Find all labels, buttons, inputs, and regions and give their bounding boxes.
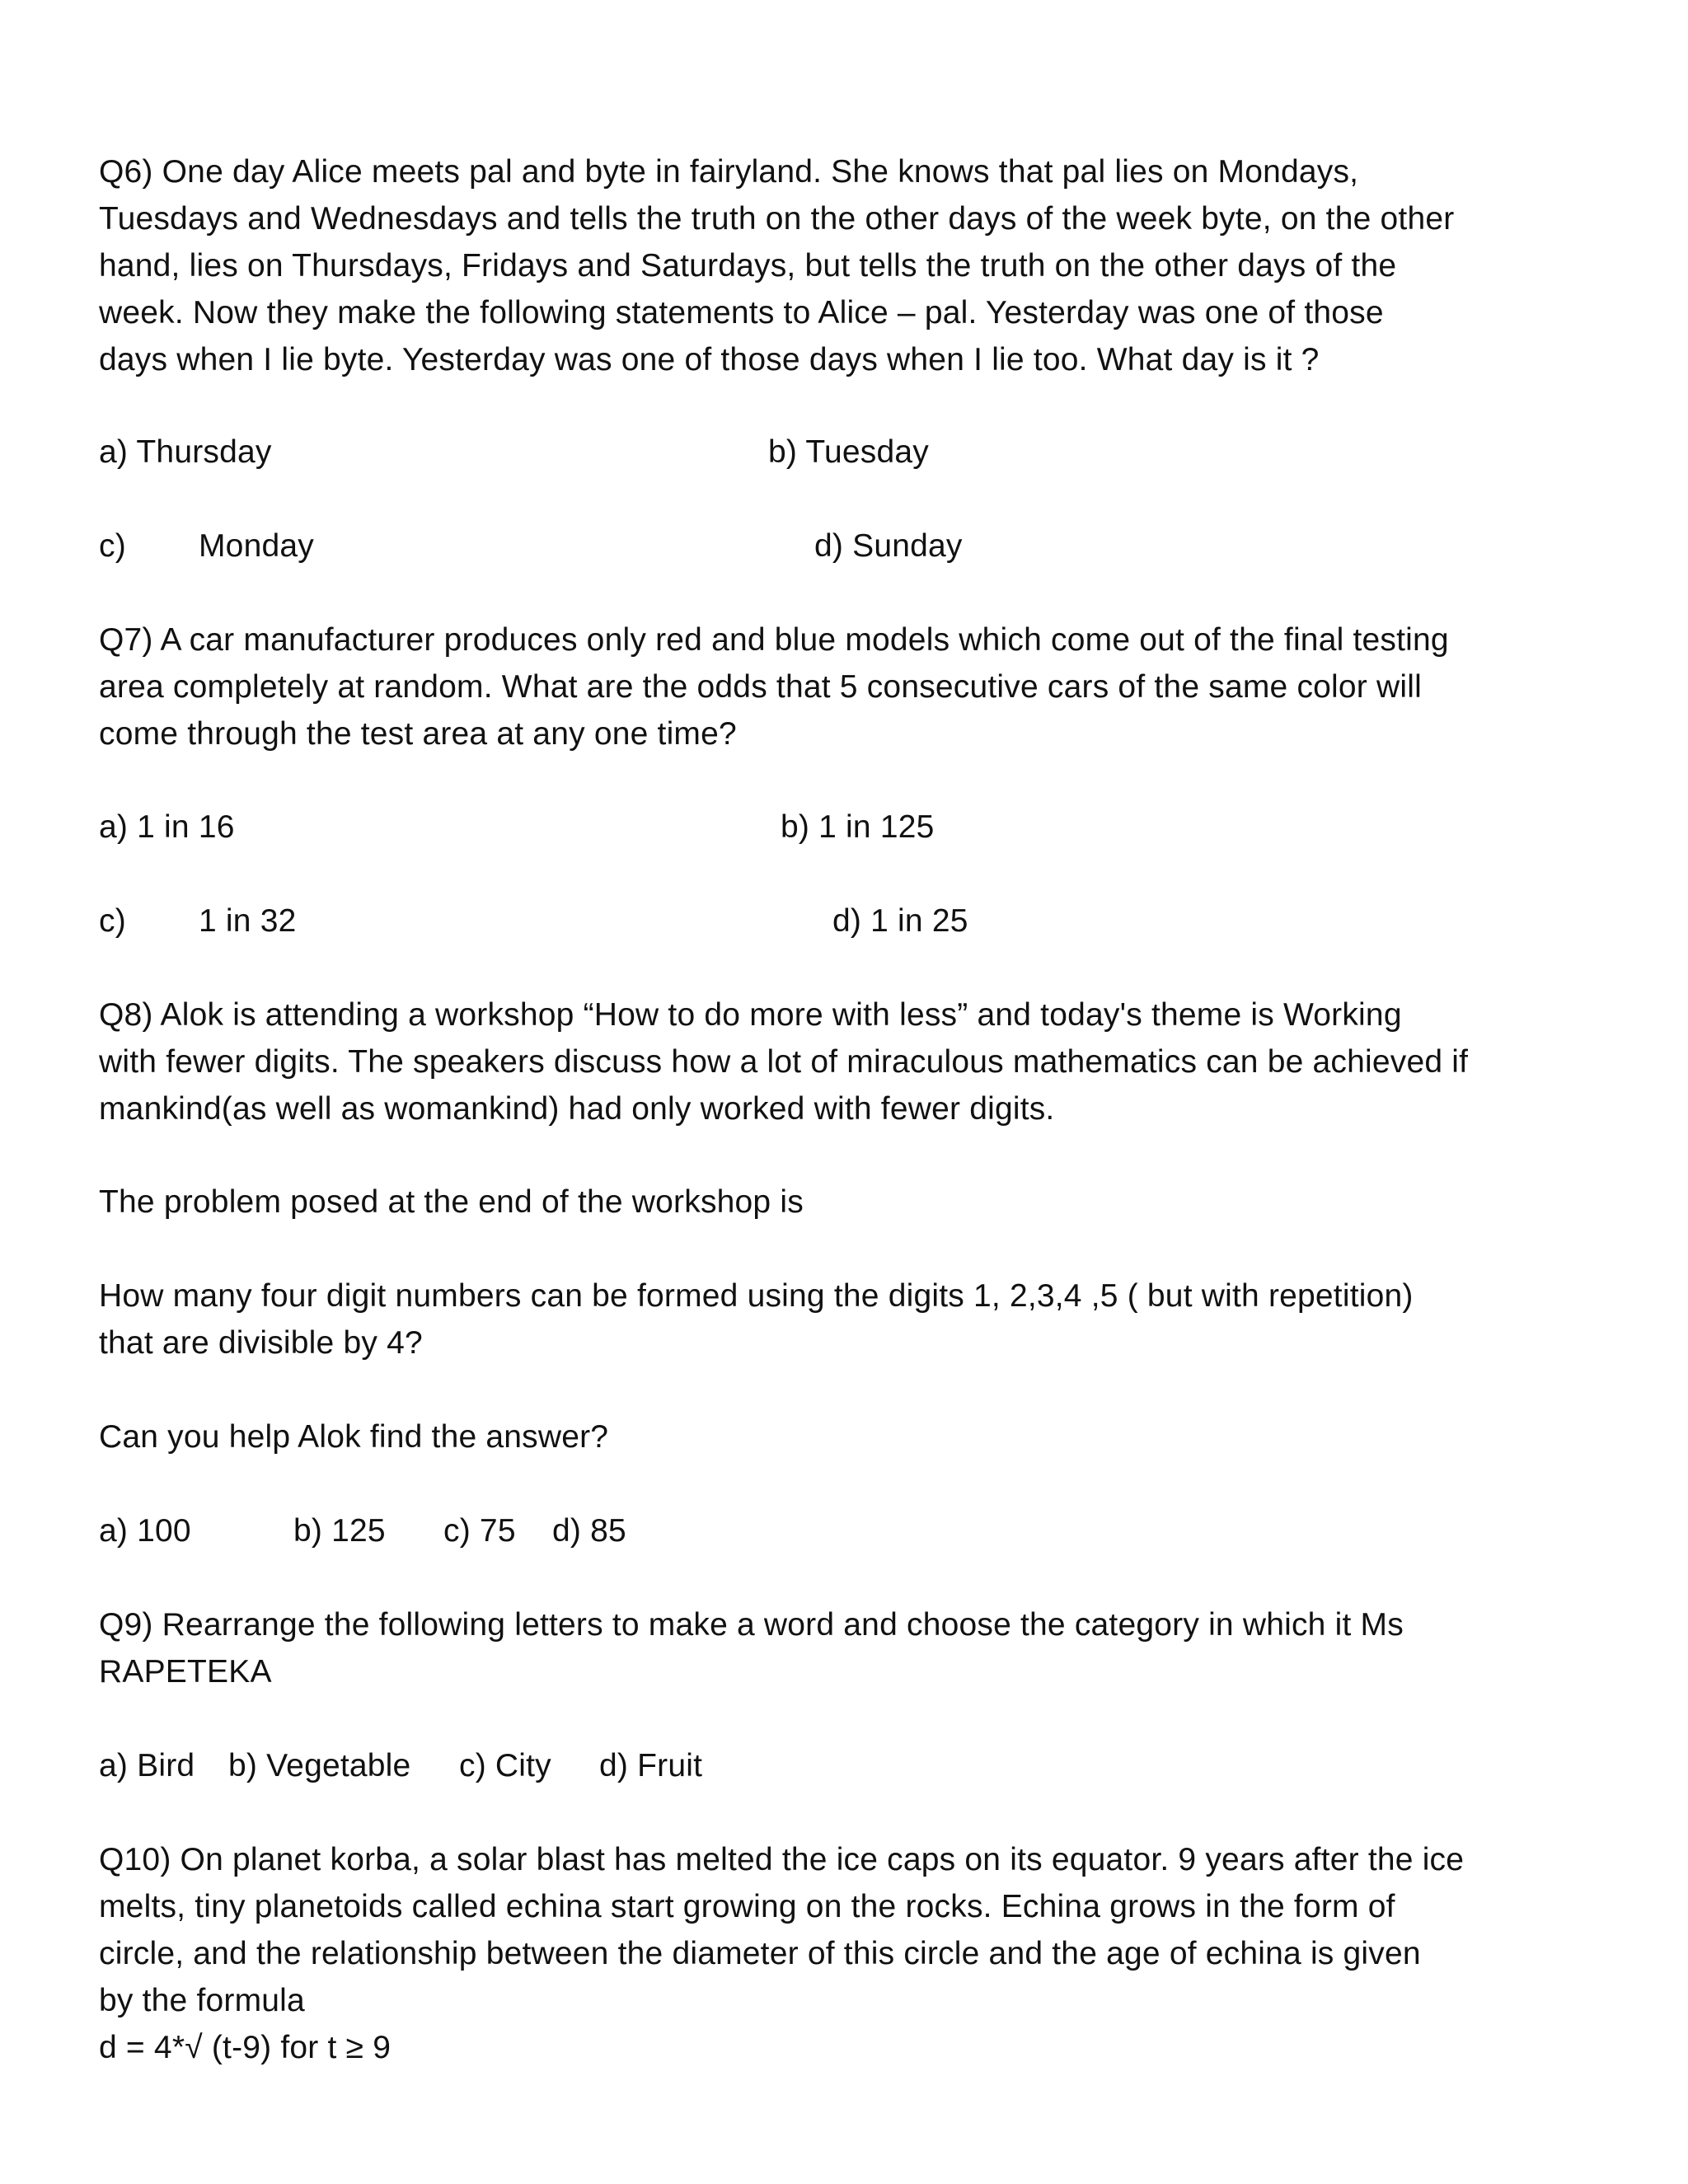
q8-option-b: b) 125	[293, 1513, 386, 1549]
q9-options-row	[99, 1742, 1607, 1792]
q6-line-1: Q6) One day Alice meets pal and byte in fairyland. She knows that pal lies on Mondays,	[99, 154, 1359, 190]
q7-option-d: d) 1 in 25	[832, 903, 968, 939]
q6-line-2: Tuesdays and Wednesdays and tells the truth on the other days of the week byte, on the other	[99, 201, 1455, 237]
question-7	[99, 616, 1607, 757]
q10-formula: d = 4*√ (t-9) for t ≥ 9	[99, 2030, 392, 2065]
q8-help-text: Can you help Alok find the answer?	[99, 1419, 609, 1455]
q9-option-c: c) City	[459, 1748, 551, 1783]
q8-line-2: with fewer digits. The speakers discuss how a lot of miraculous mathematics can be achieved if	[99, 1044, 1469, 1080]
q7-option-b: b) 1 in 125	[781, 809, 935, 845]
q6-options-row-2	[99, 523, 1607, 572]
q9-option-d: d) Fruit	[599, 1748, 703, 1783]
q8-question-line-1: How many four digit numbers can be formed using the digits 1, 2,3,4 ,5 ( but with repetition)	[99, 1278, 1414, 1314]
q6-option-a: a) Thursday	[99, 434, 272, 470]
q8-line-1: Q8) Alok is attending a workshop “How to do more with less” and today's theme is Working	[99, 997, 1402, 1033]
q8-problem-intro	[99, 1179, 1607, 1226]
q8-line-3: mankind(as well as womankind) had only worked with fewer digits.	[99, 1091, 1055, 1127]
q8-options-row	[99, 1507, 1607, 1557]
q8-option-a: a) 100	[99, 1513, 191, 1549]
question-6	[99, 148, 1607, 383]
question-10	[99, 1836, 1607, 2071]
q10-line-2: melts, tiny planetoids called echina start growing on the rocks. Echina grows in the form of	[99, 1889, 1395, 1924]
q7-line-2: area completely at random. What are the odds that 5 consecutive cars of the same color will	[99, 669, 1422, 705]
q6-option-c-text: Monday	[199, 528, 314, 564]
q7-line-3: come through the test area at any one time?	[99, 716, 737, 752]
q8-question-line-2: that are divisible by 4?	[99, 1325, 423, 1361]
q6-line-5: days when I lie byte. Yesterday was one of those days when I lie too. What day is it ?	[99, 342, 1320, 377]
q8-option-d: d) 85	[552, 1513, 626, 1549]
q6-option-d: d) Sunday	[814, 528, 963, 564]
q7-options-row-2	[99, 898, 1607, 947]
q9-line-2: RAPETEKA	[99, 1654, 272, 1690]
q8-problem-intro-text: The problem posed at the end of the workshop is	[99, 1184, 804, 1220]
q6-options-row-1	[99, 429, 1607, 478]
q10-line-4: by the formula	[99, 1983, 305, 2018]
q9-option-b: b) Vegetable	[228, 1748, 411, 1783]
q6-line-4: week. Now they make the following statements to Alice – pal. Yesterday was one of those	[99, 295, 1384, 330]
q7-line-1: Q7) A car manufacturer produces only red and blue models which come out of the final testing	[99, 622, 1449, 658]
question-8	[99, 991, 1607, 1132]
q9-option-a: a) Bird	[99, 1748, 195, 1783]
q6-option-b: b) Tuesday	[768, 434, 929, 470]
q8-option-c: c) 75	[443, 1513, 516, 1549]
q6-option-c-label: c)	[99, 528, 126, 564]
q8-problem	[99, 1272, 1607, 1366]
q6-line-3: hand, lies on Thursdays, Fridays and Saturdays, but tells the truth on the other days of the	[99, 248, 1397, 284]
q8-help	[99, 1413, 1607, 1460]
q10-line-1: Q10) On planet korba, a solar blast has melted the ice caps on its equator. 9 years after the ice	[99, 1842, 1465, 1877]
q10-line-3: circle, and the relationship between the diameter of this circle and the age of echina is given	[99, 1936, 1421, 1971]
question-9	[99, 1601, 1607, 1695]
q9-line-1: Q9) Rearrange the following letters to make a word and choose the category in which it Ms	[99, 1607, 1404, 1643]
q7-option-a: a) 1 in 16	[99, 809, 235, 845]
q7-options-row-1	[99, 804, 1607, 853]
q7-option-c-label: c)	[99, 903, 126, 939]
q7-option-c-text: 1 in 32	[199, 903, 297, 939]
